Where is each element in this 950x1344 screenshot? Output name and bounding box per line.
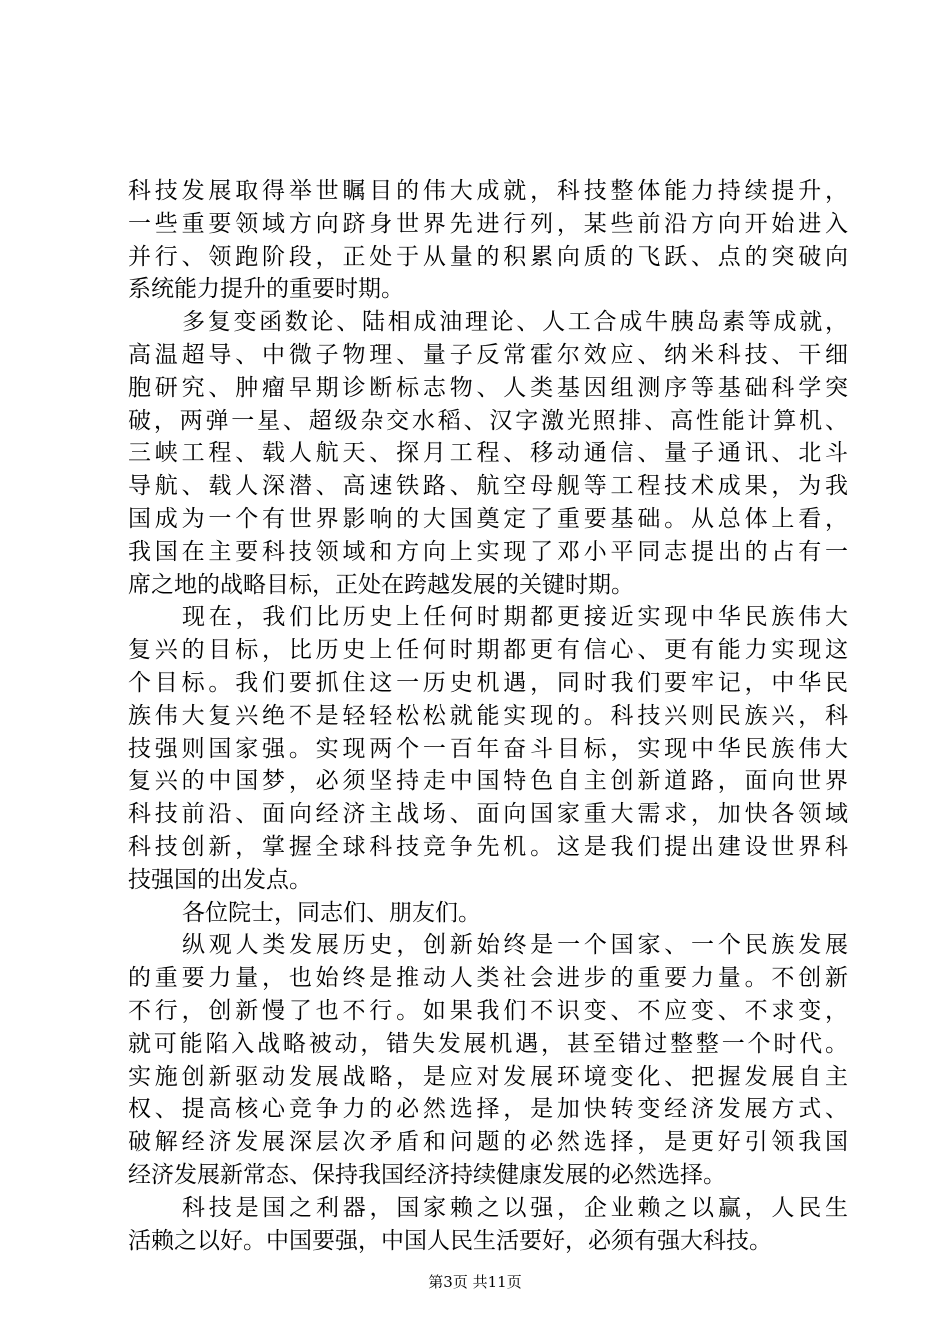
text-line: 就可能陷入战略被动，错失发展机遇，甚至错过整整一个时代。 <box>128 1030 848 1057</box>
text-line: 破，两弹一星、超级杂交水稻、汉字激光照排、高性能计算机、 <box>128 407 848 434</box>
paragraph <box>128 601 848 896</box>
text-line: 胞研究、肿瘤早期诊断标志物、人类基因组测序等基础科学突 <box>128 374 848 401</box>
text-line: 并行、领跑阶段，正处于从量的积累向质的飞跃、点的突破向 <box>128 243 848 270</box>
text-line: 国成为一个有世界影响的大国奠定了重要基础。从总体上看， <box>128 505 848 532</box>
text-line: 经济发展新常态、保持我国经济持续健康发展的必然选择。 <box>128 1161 726 1188</box>
text-line: 活赖之以好。中国要强，中国人民生活要好，必须有强大科技。 <box>128 1227 772 1254</box>
text-line: 现在，我们比历史上任何时期都更接近实现中华民族伟大 <box>182 604 848 631</box>
text-line: 科技发展取得举世瞩目的伟大成就，科技整体能力持续提升， <box>128 178 848 204</box>
text-line: 个目标。我们要抓住这一历史机遇，同时我们要牢记，中华民 <box>128 669 848 696</box>
paragraph <box>128 897 848 930</box>
text-line: 多复变函数论、陆相成油理论、人工合成牛胰岛素等成就， <box>182 309 848 336</box>
text-line: 复兴的目标，比历史上任何时期都更有信心、更有能力实现这 <box>128 637 848 664</box>
text-line: 技强国的出发点。 <box>128 866 312 893</box>
body-text <box>128 175 848 1257</box>
text-line: 的重要力量，也始终是推动人类社会进步的重要力量。不创新 <box>128 965 848 992</box>
text-line: 我国在主要科技领域和方向上实现了邓小平同志提出的占有一 <box>128 538 848 565</box>
text-line: 族伟大复兴绝不是轻轻松松就能实现的。科技兴则民族兴，科 <box>128 702 848 729</box>
text-line: 一些重要领域方向跻身世界先进行列，某些前沿方向开始进入 <box>128 210 848 237</box>
paragraph <box>128 175 848 306</box>
text-line: 高温超导、中微子物理、量子反常霍尔效应、纳米科技、干细 <box>128 341 848 368</box>
page-footer: 第3页 共11页 <box>428 1273 522 1291</box>
text-line: 技强则国家强。实现两个一百年奋斗目标，实现中华民族伟大 <box>128 735 848 762</box>
text-line: 科技创新，掌握全球科技竞争先机。这是我们提出建设世界科 <box>128 833 848 860</box>
text-line: 不行，创新慢了也不行。如果我们不识变、不应变、不求变， <box>128 997 848 1024</box>
text-line: 席之地的战略目标，正处在跨越发展的关键时期。 <box>128 571 634 598</box>
text-line: 各位院士，同志们、朋友们。 <box>182 899 481 926</box>
text-line: 复兴的中国梦，必须坚持走中国特色自主创新道路，面向世界 <box>128 768 848 795</box>
paragraph <box>128 306 848 601</box>
text-line: 科技是国之利器，国家赖之以强，企业赖之以赢，人民生 <box>182 1194 848 1221</box>
text-line: 实施创新驱动发展战略，是应对发展环境变化、把握发展自主 <box>128 1063 848 1090</box>
text-line: 权、提高核心竞争力的必然选择，是加快转变经济发展方式、 <box>128 1096 848 1123</box>
paragraph <box>128 1192 848 1258</box>
text-line: 系统能力提升的重要时期。 <box>128 276 404 303</box>
paragraph <box>128 929 848 1191</box>
text-line: 纵观人类发展历史，创新始终是一个国家、一个民族发展 <box>182 932 848 959</box>
text-line: 三峡工程、载人航天、探月工程、移动通信、量子通讯、北斗 <box>128 440 848 467</box>
text-line: 破解经济发展深层次矛盾和问题的必然选择，是更好引领我国 <box>128 1129 848 1156</box>
text-line: 科技前沿、面向经济主战场、面向国家重大需求，加快各领域 <box>128 801 848 828</box>
text-line: 导航、载人深潜、高速铁路、航空母舰等工程技术成果，为我 <box>128 473 848 500</box>
